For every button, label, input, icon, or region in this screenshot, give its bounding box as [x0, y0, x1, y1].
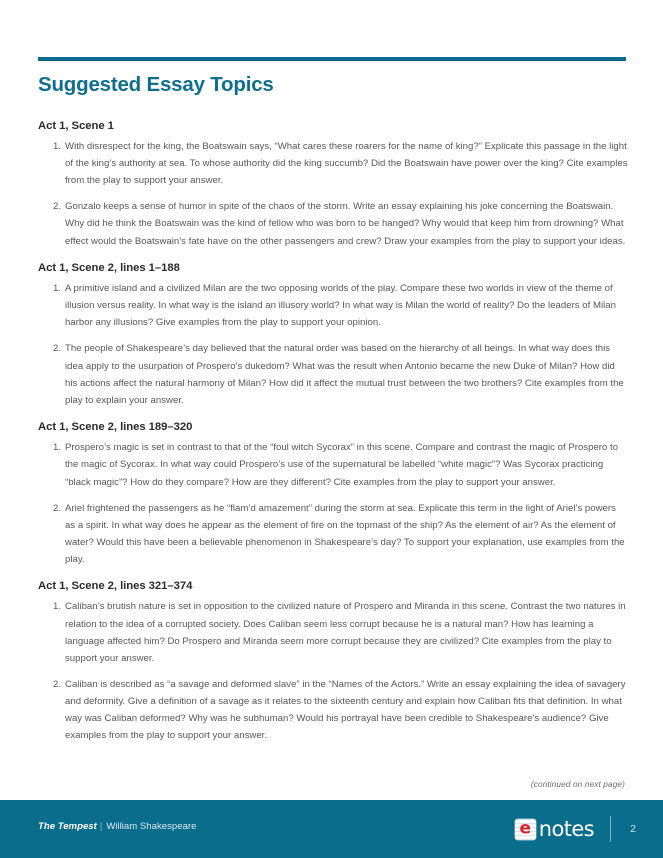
- footer-divider: [610, 816, 611, 842]
- footer-citation: [38, 821, 196, 832]
- list-item-text: A primitive island and a civilized Milan are the two opposing worlds of the play. Compare these two worlds in view of the theme of illusion versus reality. In what way is the island an illusory world? In what way is Milan the world of reality? Do the leaders of Milan harbor any illusions? Give examples from the play to support your opinion.: [65, 283, 616, 329]
- section-heading: Act 1, Scene 2, lines 1–188: [38, 261, 180, 274]
- list-item-text: Caliban is described as “a savage and deformed slave” in the “Names of the Actors.” Write an essay explaining the idea of savagery and deformity. Give a definition of a savage as it relates to the sixteenth century and explain how Caliban fits that definition. In what way was Caliban deformed? Why was he subhuman? Would his portrayal have been credible to Shakespeare’s audience? Give examples from the play to support your answer.: [65, 678, 626, 741]
- list-item-number: 2.: [52, 678, 61, 690]
- footer-work-title: The Tempest: [38, 821, 97, 832]
- page-footer: [0, 800, 663, 858]
- list-item-text: With disrespect for the king, the Boatswain says, “What cares these roarers for the name of king?” Explicate this passage in the light of the king’s authority at sea. To whose authority did the king succumb? Did the Boatswain have power over the king? Cite examples from the play to support your answer.: [65, 141, 628, 187]
- logo-wordmark: notes: [538, 816, 594, 841]
- list-item: [38, 500, 628, 568]
- list-item-number: 2.: [52, 201, 61, 213]
- list-item-text: Prospero’s magic is set in contrast to that of the “foul witch Sycorax” in this scene. Compare and contrast the magic of Prospero to the magic of Sycorax. In what way could Prospero’s use of the supernatural be labelled “white magic”? Was Sycorax practicing “black magic”? How do they compare? How are they different? Cite examples from the play to support your answer.: [65, 442, 619, 488]
- page-number: 2: [630, 823, 636, 835]
- list-item: [38, 676, 628, 744]
- document-content: [38, 74, 628, 746]
- footer-separator: |: [99, 821, 103, 832]
- section-heading: Act 1, Scene 1: [38, 119, 114, 132]
- topic-list: [38, 598, 628, 744]
- list-item: [38, 340, 628, 408]
- list-item: [38, 198, 628, 249]
- logo-letter-e: e: [519, 818, 531, 839]
- footer-author: William Shakespeare: [106, 821, 197, 832]
- page-title: Suggested Essay Topics: [38, 73, 274, 96]
- topic-list: [38, 280, 628, 408]
- list-item-number: 1.: [52, 283, 61, 295]
- header-rule: [38, 57, 626, 61]
- continued-on-next-page-note: (continued on next page): [530, 779, 625, 789]
- section-heading: Act 1, Scene 2, lines 321–374: [38, 579, 193, 592]
- list-item-number: 2.: [52, 502, 61, 514]
- list-item-number: 1.: [52, 442, 61, 454]
- essay-section: [38, 119, 628, 250]
- list-item: [38, 439, 628, 490]
- list-item: [38, 280, 628, 331]
- topic-list: [38, 439, 628, 567]
- list-item: [38, 598, 628, 666]
- essay-section: [38, 579, 628, 744]
- list-item-number: 1.: [52, 141, 61, 153]
- list-item-text: Gonzalo keeps a sense of humor in spite of the chaos of the storm. Write an essay explaining his joke concerning the Boatswain. Why did he think the Boatswain was the kind of fellow who was born to be hanged? Why would that keep him from drowning? What effect would the Boatswain’s fate have on the other passengers and crew? Draw your examples from the play to support your ideas.: [65, 201, 626, 247]
- footer-brand-area: [515, 814, 639, 844]
- list-item-text: The people of Shakespeare’s day believed that the natural order was based on the hierarchy of all beings. In what way does this idea apply to the usurpation of Prospero’s dukedom? What was the result when Antonio became the new Duke of Milan? How did his actions affect the natural harmony of Milan? How did it affect the mutual trust between the two brothers? Cite examples from the play to explain your answer.: [65, 343, 624, 406]
- list-item-text: Caliban’s brutish nature is set in opposition to the civilized nature of Prospero and Miranda in this scene. Contrast the two natures in relation to the idea of a corrupted society. Does Caliban seem less corrupt because he is a natural man? How has learning a language affected him? Do Prospero and Miranda seem more corrupt because they are civilized? Cite examples from the play to support your answer.: [65, 601, 626, 664]
- section-heading: Act 1, Scene 2, lines 189–320: [38, 420, 193, 433]
- list-item: [38, 138, 628, 189]
- list-item-number: 2.: [52, 343, 61, 355]
- enotes-logo[interactable]: [515, 816, 594, 841]
- list-item-number: 1.: [52, 601, 61, 613]
- notepad-icon: [515, 819, 536, 840]
- topic-list: [38, 138, 628, 249]
- list-item-text: Ariel frightened the passengers as he “flam’d amazement” during the storm at sea. Explicate this term in the light of Ariel’s powers as a spirit. In what way does he appear as the element of fire on the topmast of the ship? As the element of air? As the element of water? Would this have been a believable phenomenon in Shakespeare’s day? To support your explanation, use examples from the play.: [65, 502, 625, 565]
- essay-section: [38, 420, 628, 568]
- essay-section: [38, 261, 628, 409]
